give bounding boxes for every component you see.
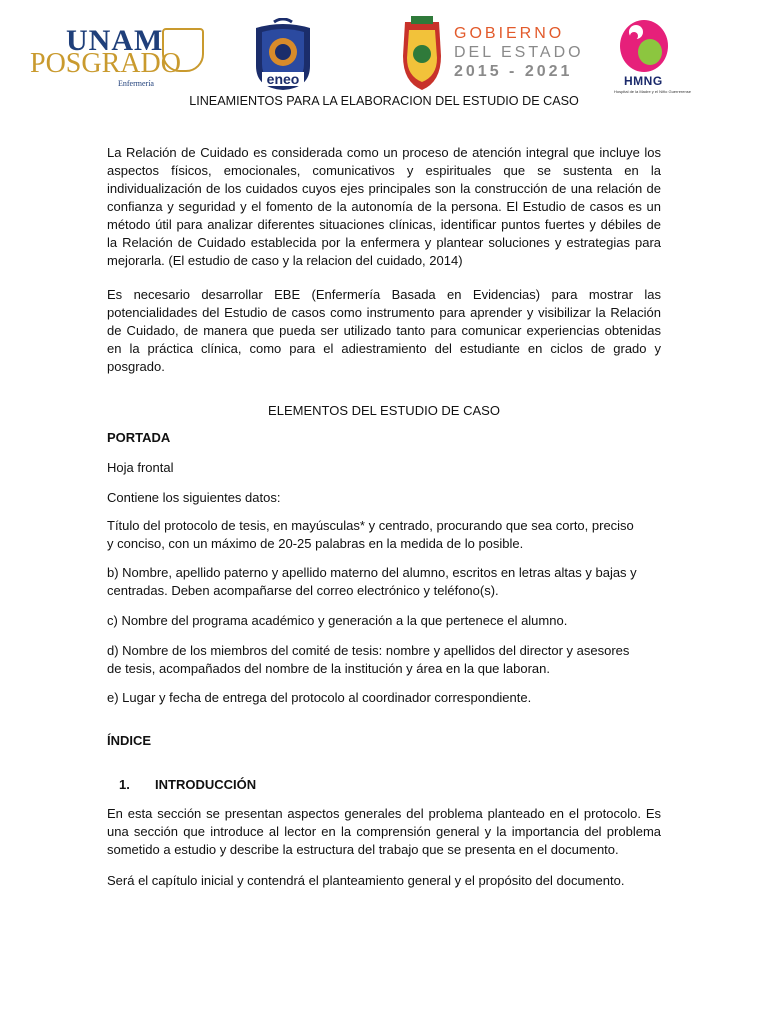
eneo-logo: [250, 18, 316, 92]
item-d: d) Nombre de los miembros del comité de tesis: nombre y apellidos del director y asesores de tesis, acompañados del nombre de la institución y área en la que laboran.: [107, 643, 630, 676]
item-a: Título del protocolo de tesis, en mayúsculas* y centrado, procurando que sea corto, preciso y conciso, con un máximo de 20-25 palabras en la medida de lo posible.: [107, 518, 634, 551]
unam-word: UNAM: [66, 24, 164, 57]
item-b: b) Nombre, apellido paterno y apellido materno del alumno, escritos en letras altas y bajas y centradas. Deben acompañarse del correo electrónico y teléfono(s).: [107, 565, 637, 598]
unam-posgrado-logo: [30, 24, 200, 88]
item-e: e) Lugar y fecha de entrega del protocolo al coordinador correspondiente.: [107, 690, 532, 705]
eneo-word: eneo: [266, 71, 300, 87]
hmng-subtitle: Hospital de la Madre y el Niño Guerrerense: [614, 89, 691, 94]
posgrado-word: POSGRADO: [30, 48, 181, 79]
gobierno-line-1: GOBIERNO: [454, 25, 565, 42]
guerrero-shield-icon: [397, 16, 447, 92]
hmng-logo: [606, 18, 691, 98]
intro-paragraph: La Relación de Cuidado es considerada como un proceso de atención integral que incluye los aspectos físicos, emocionales, comunicativos y espirituales que se sustenta en la individualización de los cuidados cuyos ejes principales son la construcción de una relación de confianza y seguridad y el fomento de la autonomía de la persona. El Estudio de casos es un método útil para analizar diferentes situaciones clínicas, identificar puntos fuertes y débiles de la Relación de Cuidado establecida por la enfermera y plantear soluciones y estrategias para mejorarla. (El estudio de caso y la relacion del cuidado, 2014): [107, 145, 661, 268]
unam-seal-icon: [162, 28, 204, 72]
introduccion-number: 1.: [119, 777, 130, 792]
gobierno-del-estado-logo: [454, 24, 584, 88]
enfermeria-word: Enfermería: [118, 79, 154, 88]
header-logos: [0, 12, 768, 94]
intro-text-1: En esta sección se presentan aspectos generales del problema planteado en el protocolo. Es una sección que introduce al lector en la comprensión general y la importancia del problema sometido a estudio y describe la estructura del trabajo que se presenta en el documento.: [107, 806, 661, 857]
introduccion-heading-row: [107, 776, 256, 794]
intro-text-2: Será el capítulo inicial y contendrá el planteamiento general y el propósito del documento.: [107, 873, 625, 888]
section-title: ELEMENTOS DEL ESTUDIO DE CASO: [268, 403, 500, 418]
contiene-label: Contiene los siguientes datos:: [107, 490, 281, 505]
gobierno-line-3: 2015 - 2021: [454, 63, 573, 80]
introduccion-heading: INTRODUCCIÓN: [155, 777, 257, 792]
hoja-frontal: Hoja frontal: [107, 460, 174, 475]
hmng-word: HMNG: [624, 74, 663, 88]
document-title: LINEAMIENTOS PARA LA ELABORACION DEL ESTUDIO DE CASO: [189, 94, 579, 108]
ebe-paragraph: Es necesario desarrollar EBE (Enfermería Basada en Evidencias) para mostrar las potencialidades del Estudio de casos como instrumento para aprender y visibilizar la Relación de Cuidado, de manera que pueda ser utilizado tanto para comunicar experiencias obtenidas en la práctica clínica, como para el adiestramiento del estudiante en ciclos de grado y posgrado.: [107, 287, 661, 374]
item-c: c) Nombre del programa académico y generación a la que pertenece el alumno.: [107, 613, 568, 628]
gobierno-line-2: DEL ESTADO: [454, 44, 584, 61]
portada-heading: PORTADA: [107, 430, 171, 445]
indice-heading: ÍNDICE: [107, 733, 152, 748]
